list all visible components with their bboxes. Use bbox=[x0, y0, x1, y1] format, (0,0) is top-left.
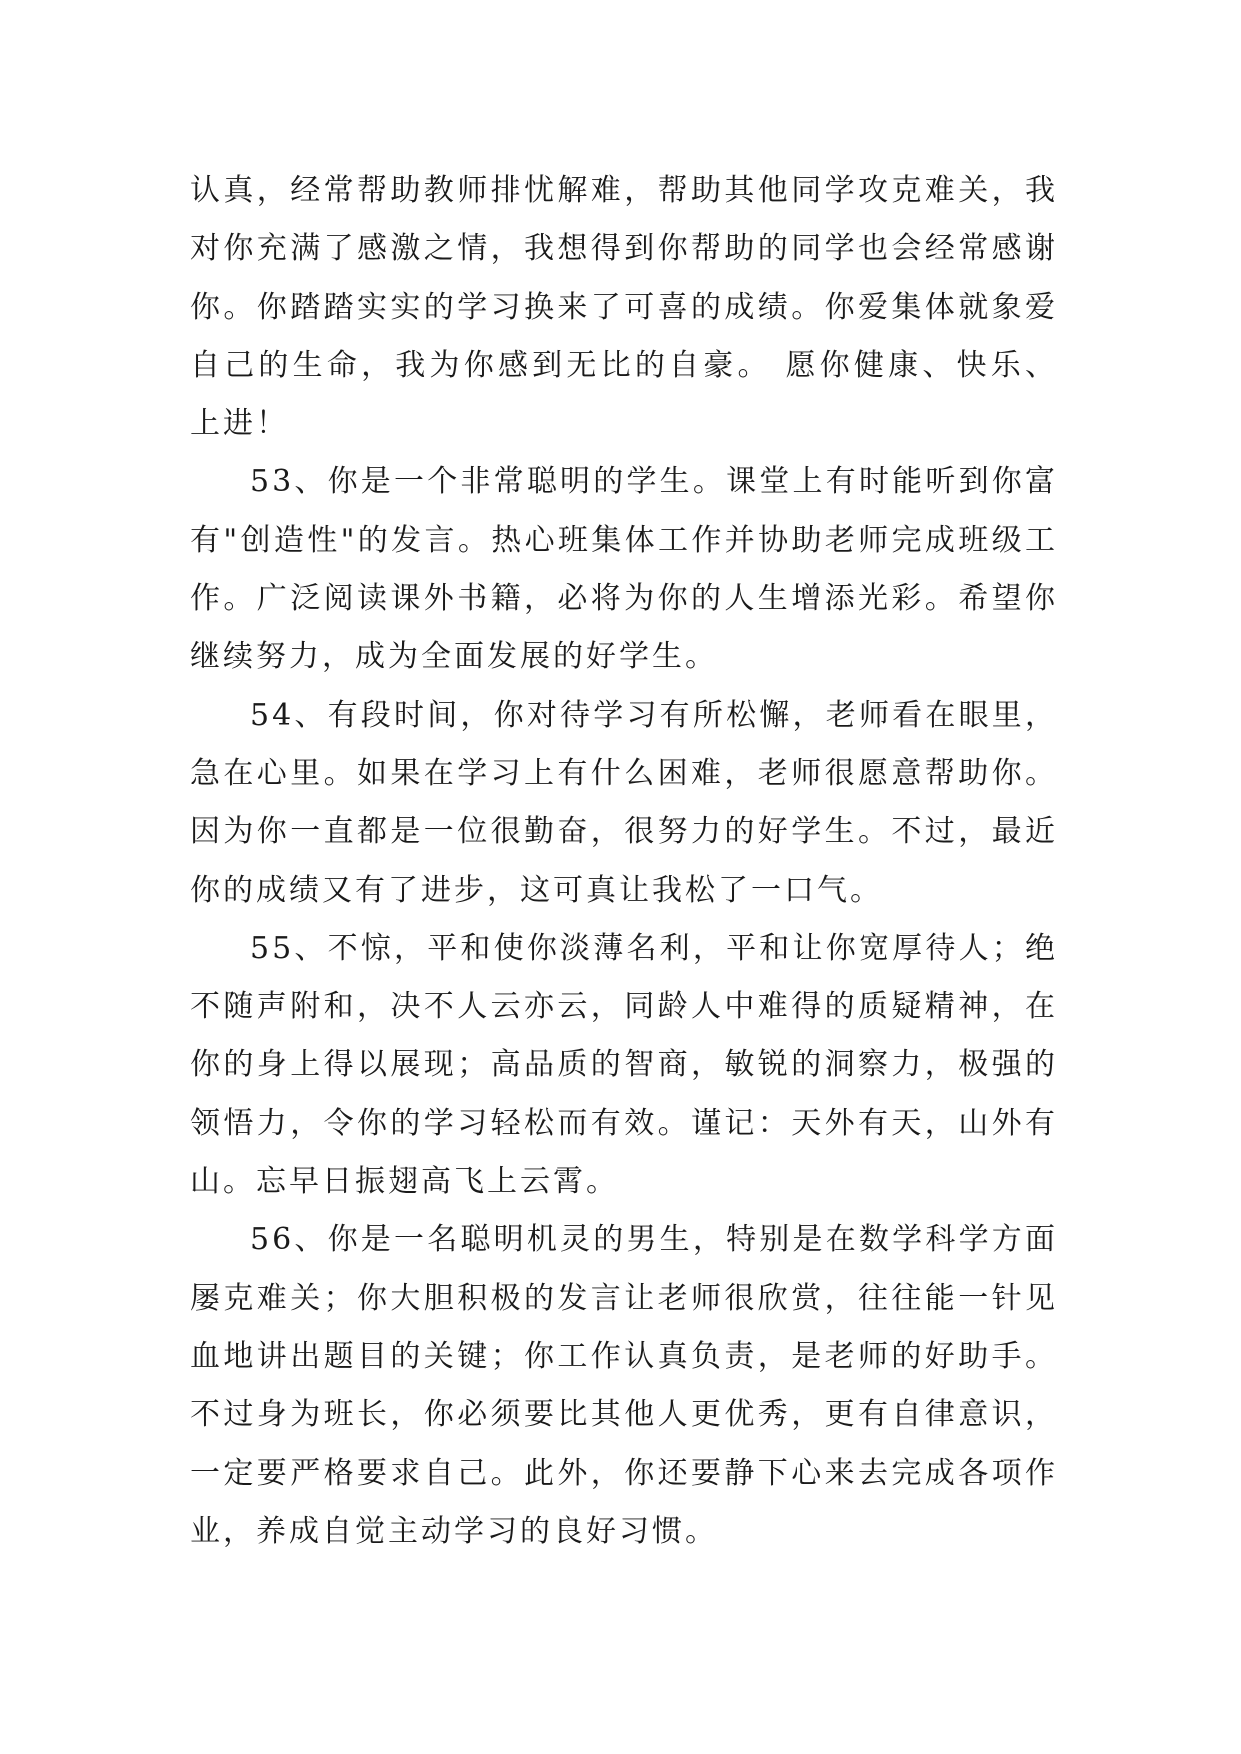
paragraph-54: 54、有段时间，你对待学习有所松懈，老师看在眼里，急在心里。如果在学习上有什么困难，老师很愿意帮助你。因为你一直都是一位很勤奋，很努力的好学生。不过，最近你的成绩又有了进步，这可真让我松了一口气。 bbox=[190, 697, 1058, 908]
paragraph-56: 56、你是一名聪明机灵的男生，特别是在数学科学方面屡克难关；你大胆积极的发言让老师很欣赏，往往能一针见血地讲出题目的关键；你工作认真负责，是老师的好助手。不过身为班长，你必须要比其他人更优秀，更有自律意识，一定要严格要求自己。此外，你还要静下心来去完成各项作业，养成自觉主动学习的良好习惯。 bbox=[190, 1222, 1058, 1549]
paragraph-55: 55、不惊，平和使你淡薄名利，平和让你宽厚待人；绝不随声附和，决不人云亦云，同龄人中难得的质疑精神，在你的身上得以展现；高品质的智商，敏锐的洞察力，极强的领悟力，令你的学习轻松而有效。谨记：天外有天，山外有山。忘早日振翅高飞上云霄。 bbox=[190, 930, 1058, 1200]
paragraph-53: 53、你是一个非常聪明的学生。课堂上有时能听到你富有"创造性"的发言。热心班集体工作并协助老师完成班级工作。广泛阅读课外书籍，必将为你的人生增添光彩。希望你继续努力，成为全面发展的好学生。 bbox=[190, 464, 1058, 675]
document-body bbox=[190, 162, 1058, 1561]
paragraph-52-continued: 认真，经常帮助教师排忧解难，帮助其他同学攻克难关，我对你充满了感激之情，我想得到你帮助的同学也会经常感谢你。你踏踏实实的学习换来了可喜的成绩。你爱集体就象爱自己的生命，我为你感到无比的自豪。 愿你健康、快乐、上进！ bbox=[190, 173, 1058, 442]
